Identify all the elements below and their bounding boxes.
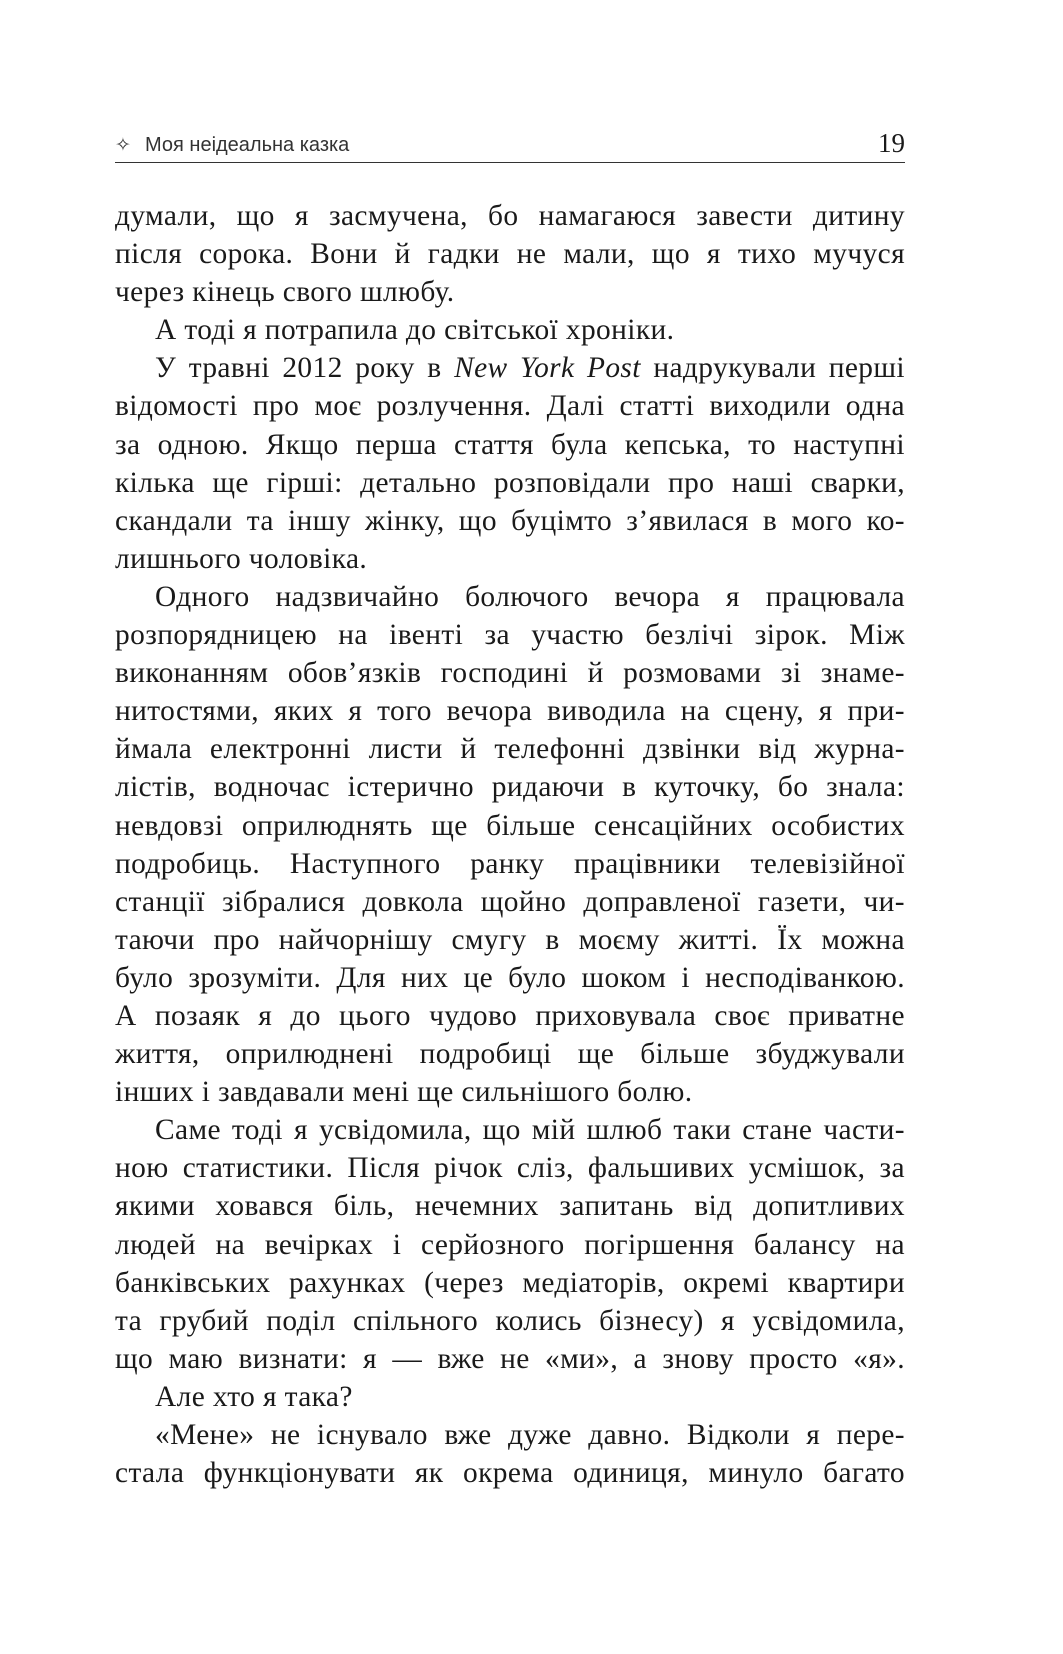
text-line: Саме тоді я усвідомила, що мій шлюб таки стане части- (155, 1114, 905, 1147)
text-line: інших і завдавали мені ще сильнішого болю. (115, 1076, 693, 1109)
text-line: що маю визнати: я — вже не «ми», а знову просто «я». (115, 1342, 905, 1375)
text-line: ною статистики. Після річок сліз, фальшивих усмішок, за (115, 1152, 905, 1185)
text-line: через кінець свого шлюбу. (115, 276, 455, 309)
text-line: «Мене» не існувало вже дуже давно. Відколи я пере- (155, 1419, 905, 1451)
text-line: лістів, водночас істерично ридаючи в куточку, бо знала: (115, 771, 905, 804)
text-line: А тоді я потрапила до світської хроніки. (155, 314, 675, 347)
text-segment: надрукували перші (640, 352, 905, 385)
text-line: станції зібралися довкола щойно доправленої газети, чи- (115, 885, 905, 918)
text-line: було зрозуміти. Для них це було шоком і несподіванкою. (115, 961, 905, 994)
text-line: Але хто я така? (155, 1380, 353, 1413)
text-line: якими ховався біль, нечемних запитань від допитливих (115, 1190, 905, 1223)
page-number: 19 (878, 128, 905, 158)
text-line: нитостями, яких я того вечора виводила на сцену, я при- (115, 695, 905, 728)
text-line: відомості про моє розлучення. Далі статті виходили одна (115, 390, 905, 423)
text-line: лишнього чоловіка. (115, 542, 368, 575)
text-line: кілька ще гірші: детально розповідали про наші сварки, (115, 466, 905, 499)
text-line: подробиць. Наступного ранку працівники телевізійної (115, 847, 905, 880)
text-line: життя, оприлюднені подробиці ще більше збуджували (115, 1038, 905, 1071)
text-line: та грубий поділ спільного колись бізнесу) я усвідомила, (115, 1304, 905, 1337)
text-line: таючи про найчорнішу смугу в моєму житті. Їх можна (115, 923, 905, 956)
text-line: стала функціонувати як окрема одиниця, минуло багато (115, 1457, 905, 1490)
text-line: банківських рахунках (через медіаторів, окремі квартири (115, 1266, 905, 1299)
body-text (115, 197, 905, 1492)
running-header (115, 128, 905, 163)
text-line: невдовзі оприлюднять ще більше сенсаційних особистих (115, 809, 905, 842)
text-line: думали, що я засмучена, бо намагаюся завести дитину (115, 200, 905, 232)
sparkle-icon: ✧ (115, 134, 131, 156)
text-line: А позаяк я до цього чудово приховувала своє приватне (115, 999, 905, 1032)
publication-title: New York Post (454, 352, 641, 385)
text-line: Одного надзвичайно болючого вечора я працювала (155, 580, 905, 613)
text-line: ймала електронні листи й телефонні дзвінки від журна- (115, 733, 905, 766)
text-line: скандали та іншу жінку, що буцімто з’явилася в мого ко- (115, 504, 905, 537)
text-line: розпорядницею на івенті за участю безлічі зірок. Між (115, 619, 905, 652)
text-line: за одною. Якщо перша стаття була кепська, то наступні (115, 428, 905, 461)
text-line (115, 349, 905, 387)
text-line: виконанням обов’язків господині й розмовами зі знаме- (115, 657, 905, 690)
text-segment: У травні 2012 року в (155, 352, 455, 385)
running-title: Моя неідеальна казка (145, 134, 350, 156)
text-line: після сорока. Вони й гадки не мали, що я тихо мучуся (115, 238, 905, 271)
text-line: людей на вечірках і серйозного погіршення балансу на (115, 1228, 905, 1261)
